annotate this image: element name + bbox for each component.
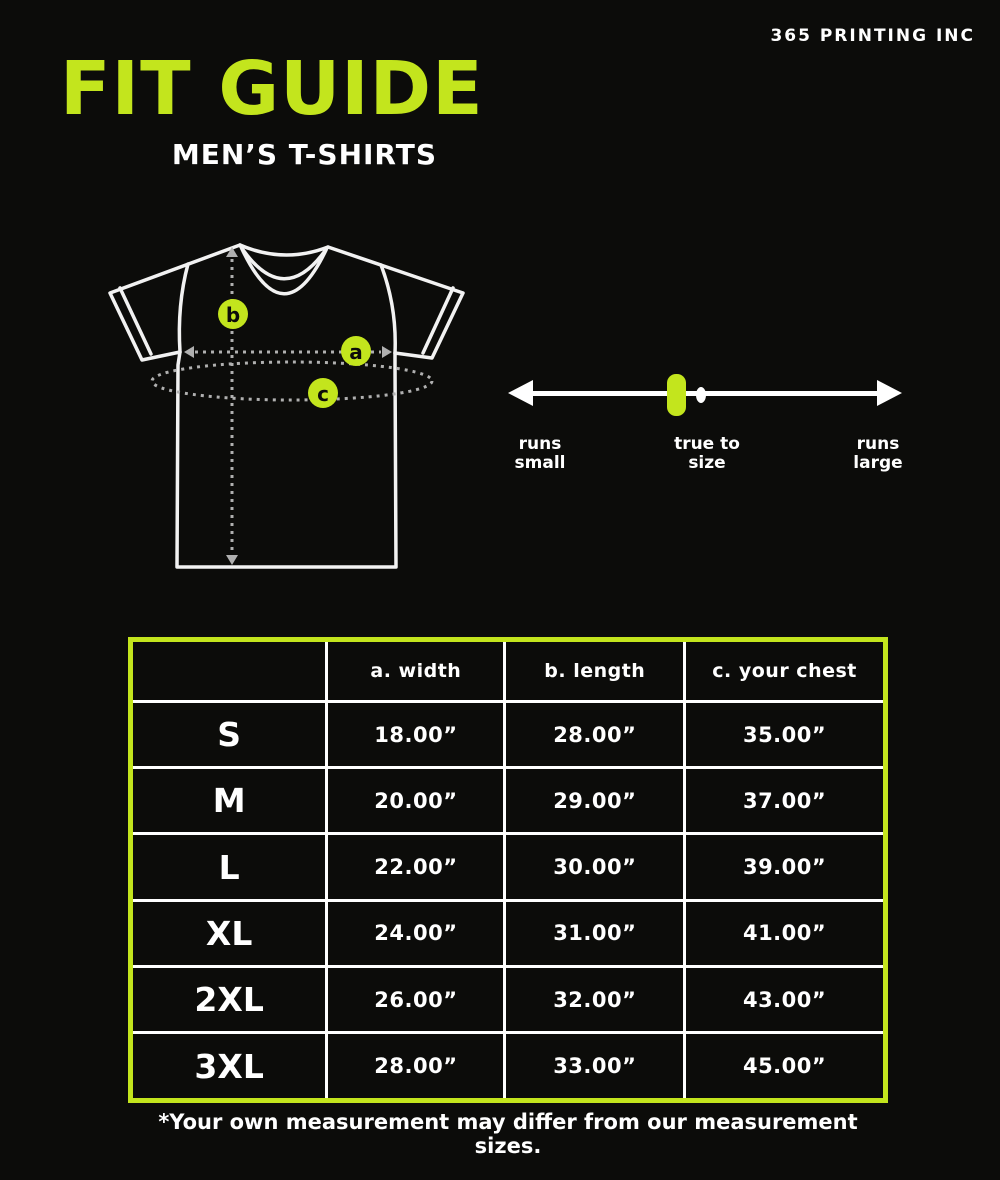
length-value: 29.00” [505,768,685,834]
scale-label-runs-large: runs large [853,434,903,474]
marker-b [218,299,248,329]
arrow-right-icon [382,346,392,358]
chest-guide-ellipse [152,362,432,400]
header-length: b. length [505,640,685,702]
marker-c [308,378,338,408]
width-value: 28.00” [327,1033,505,1101]
chest-value: 39.00” [685,834,886,900]
size-label: L [131,834,327,900]
scale-label-true-to-size: true to size [674,434,740,474]
length-value: 31.00” [505,900,685,966]
length-value: 32.00” [505,966,685,1032]
marker-a [341,336,371,366]
scale-center-dot [696,387,706,403]
width-value: 22.00” [327,834,505,900]
table-row [131,834,886,900]
fit-scale [500,365,910,475]
chest-value: 35.00” [685,702,886,768]
table-row [131,768,886,834]
size-label: M [131,768,327,834]
page-title: FIT GUIDE [60,46,484,132]
width-value: 18.00” [327,702,505,768]
page-subtitle: MEN’S T-SHIRTS [171,138,437,171]
table-header-row [131,640,886,702]
table-row [131,900,886,966]
chest-value: 37.00” [685,768,886,834]
chest-value: 45.00” [685,1033,886,1101]
arrow-left-icon [184,346,194,358]
chest-value: 41.00” [685,900,886,966]
size-label: 2XL [131,966,327,1032]
chest-value: 43.00” [685,966,886,1032]
brand-name: 365 PRINTING INC [770,26,975,46]
header-width: a. width [327,640,505,702]
fit-indicator-marker [667,374,686,416]
size-label: 3XL [131,1033,327,1101]
size-table [128,637,888,1103]
width-value: 20.00” [327,768,505,834]
table-row [131,966,886,1032]
table-row [131,702,886,768]
header-chest: c. your chest [685,640,886,702]
arrow-down-icon [226,555,238,565]
width-value: 24.00” [327,900,505,966]
scale-arrow-right-icon [877,380,902,406]
marker-a-label: a [349,340,363,364]
footnote: *Your own measurement may differ from our measurement sizes. [158,1110,858,1158]
length-value: 33.00” [505,1033,685,1101]
table-row [131,1033,886,1101]
size-label: XL [131,900,327,966]
marker-c-label: c [317,382,329,406]
size-label: S [131,702,327,768]
tshirt-measurement-diagram [95,235,475,580]
length-value: 28.00” [505,702,685,768]
marker-b-label: b [225,303,241,327]
scale-label-runs-small: runs small [514,434,566,474]
header-empty [131,640,327,702]
tshirt-outline-icon [110,245,463,567]
length-value: 30.00” [505,834,685,900]
width-value: 26.00” [327,966,505,1032]
